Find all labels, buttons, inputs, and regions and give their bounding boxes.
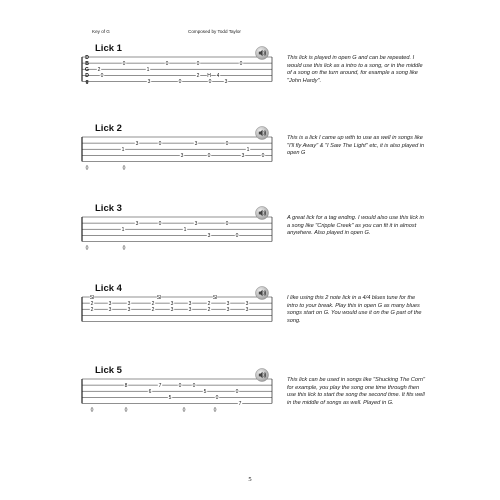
tab-note: 3 bbox=[170, 300, 174, 307]
string-name: D bbox=[85, 54, 89, 61]
tab-note: 0 bbox=[225, 220, 229, 227]
tab-note: 3 bbox=[108, 307, 112, 313]
tab-staff-svg bbox=[82, 378, 272, 414]
tab-note: 3 bbox=[241, 153, 245, 160]
tab-note: 5 bbox=[168, 395, 172, 402]
tab-note: 2 bbox=[207, 300, 211, 307]
string-name: g bbox=[85, 79, 89, 86]
tab-staff-svg bbox=[82, 136, 272, 172]
tab-note: 2 bbox=[90, 307, 94, 313]
page-number: 5 bbox=[248, 476, 252, 483]
tab-note: 3 bbox=[127, 307, 131, 313]
tab-note: 7 bbox=[158, 382, 162, 389]
tab-note: 0 bbox=[178, 382, 182, 389]
lick-description: This is a lick I came up with to use as well in songs like "I'll fly Away" & "I Saw The Light" etc, it is also played in open G bbox=[287, 135, 425, 157]
tab-note: 2 bbox=[207, 307, 211, 313]
tab-note: 3 bbox=[226, 300, 230, 307]
tab-note: 0 bbox=[235, 389, 239, 395]
tab-note: 0 bbox=[122, 245, 126, 252]
tab-note: Sl bbox=[89, 294, 95, 301]
tab-note: 0 bbox=[207, 153, 211, 160]
header-composer: Composed by Todd Taylor bbox=[188, 29, 241, 34]
tab-note: 0 bbox=[85, 245, 89, 252]
tab-staff bbox=[82, 378, 272, 414]
lick-description: This lick is played in open G and can be repeated. I would use this lick as a intro to a song, or in the middle of a song on the turn around, for example a song like "John Hardy". bbox=[287, 55, 423, 84]
tab-note: 2 bbox=[90, 300, 94, 307]
tab-note: 3 bbox=[147, 79, 151, 86]
tab-note: 0 bbox=[182, 407, 186, 414]
lick-description: I like using this 2 note lick in a 4/4 blues tune for the intro to your break. Play this in open G as many blues songs start on G. You would use it on the G part of the song. bbox=[287, 295, 422, 324]
tab-note: 0 bbox=[158, 140, 162, 147]
tab-note: H bbox=[207, 73, 211, 80]
tab-note: 2 bbox=[97, 67, 101, 73]
tab-note: 0 bbox=[196, 60, 200, 67]
speaker-icon[interactable] bbox=[255, 368, 269, 382]
tab-note: 3 bbox=[180, 153, 184, 160]
string-name: B bbox=[85, 60, 89, 67]
tab-note: 0 bbox=[213, 407, 217, 414]
tab-note: 5 bbox=[203, 389, 207, 395]
tab-note: 0 bbox=[192, 382, 196, 389]
tab-note: 3 bbox=[245, 300, 249, 307]
tab-note: 3 bbox=[245, 307, 249, 313]
tab-note: Sl bbox=[156, 294, 162, 301]
lick-description: A great lick for a tag ending. I would also use this lick in a song like "Cripple Creek" as you can fit it in almost anywhere. Also played in open G. bbox=[287, 215, 424, 237]
tab-note: 2 bbox=[196, 73, 200, 80]
speaker-icon[interactable] bbox=[255, 206, 269, 220]
tab-note: 0 bbox=[100, 73, 104, 80]
tab-note: 3 bbox=[194, 140, 198, 147]
tab-note: 8 bbox=[124, 382, 128, 389]
tab-note: 0 bbox=[208, 79, 212, 86]
tab-note: 0 bbox=[165, 60, 169, 67]
tab-note: 0 bbox=[158, 220, 162, 227]
tab-staff bbox=[82, 216, 272, 252]
tab-note: 2 bbox=[151, 300, 155, 307]
lick-title: Lick 5 bbox=[95, 365, 122, 376]
speaker-icon-svg bbox=[255, 368, 269, 382]
lick-description: This lick can be used in songs like "Shucking The Corn" for example, you play the song one time through then use this lick to start the song the second time. It fits well in the middle of songs as well. Played in G. bbox=[287, 377, 425, 406]
tab-note: 3 bbox=[194, 220, 198, 227]
tab-note: 0 bbox=[235, 233, 239, 240]
tab-note: 3 bbox=[127, 300, 131, 307]
tab-note: 0 bbox=[124, 407, 128, 414]
tab-staff bbox=[82, 56, 272, 86]
speaker-icon-svg bbox=[255, 126, 269, 140]
tab-note: 3 bbox=[207, 233, 211, 240]
tab-note: 4 bbox=[216, 73, 220, 80]
tab-note: 1 bbox=[146, 67, 150, 73]
lick-title: Lick 2 bbox=[95, 123, 122, 134]
tab-staff-svg bbox=[82, 54, 272, 86]
tab-staff bbox=[82, 296, 272, 326]
tab-note: 3 bbox=[135, 220, 139, 227]
speaker-icon[interactable] bbox=[255, 286, 269, 300]
tab-staff-svg bbox=[82, 216, 272, 252]
tab-note: 1 bbox=[246, 147, 250, 153]
speaker-icon-svg bbox=[255, 286, 269, 300]
tab-note: 0 bbox=[178, 79, 182, 86]
speaker-icon-svg bbox=[255, 206, 269, 220]
tab-note: 3 bbox=[188, 307, 192, 313]
speaker-icon[interactable] bbox=[255, 126, 269, 140]
tab-note: 3 bbox=[170, 307, 174, 313]
header-key: Key of G bbox=[92, 29, 110, 34]
tab-note: 7 bbox=[238, 401, 242, 408]
tab-note: 0 bbox=[239, 60, 243, 67]
speaker-icon[interactable] bbox=[255, 46, 269, 60]
tab-note: 3 bbox=[135, 140, 139, 147]
tab-note: 3 bbox=[108, 300, 112, 307]
tab-note: Sl bbox=[212, 294, 218, 301]
tab-note: 3 bbox=[224, 79, 228, 86]
tab-note: 0 bbox=[122, 165, 126, 172]
tab-note: 0 bbox=[261, 153, 265, 160]
tab-note: 3 bbox=[188, 300, 192, 307]
tab-note: 0 bbox=[90, 407, 94, 414]
tab-note: 0 bbox=[225, 140, 229, 147]
tab-note: 2 bbox=[151, 307, 155, 313]
tab-note: 1 bbox=[121, 147, 125, 153]
string-name: G bbox=[85, 67, 89, 73]
tab-note: 0 bbox=[215, 395, 219, 402]
tab-note: 6 bbox=[148, 389, 152, 395]
tab-note: 0 bbox=[122, 60, 126, 67]
tab-note: 1 bbox=[183, 227, 187, 233]
tab-staff bbox=[82, 136, 272, 172]
tab-staff-svg bbox=[82, 296, 272, 322]
lick-title: Lick 1 bbox=[95, 43, 122, 54]
tab-note: 0 bbox=[85, 165, 89, 172]
tab-note: 3 bbox=[226, 307, 230, 313]
lick-title: Lick 3 bbox=[95, 203, 122, 214]
tab-note: 1 bbox=[121, 227, 125, 233]
lick-title: Lick 4 bbox=[95, 283, 122, 294]
speaker-icon-svg bbox=[255, 46, 269, 60]
string-name: D bbox=[85, 73, 89, 80]
